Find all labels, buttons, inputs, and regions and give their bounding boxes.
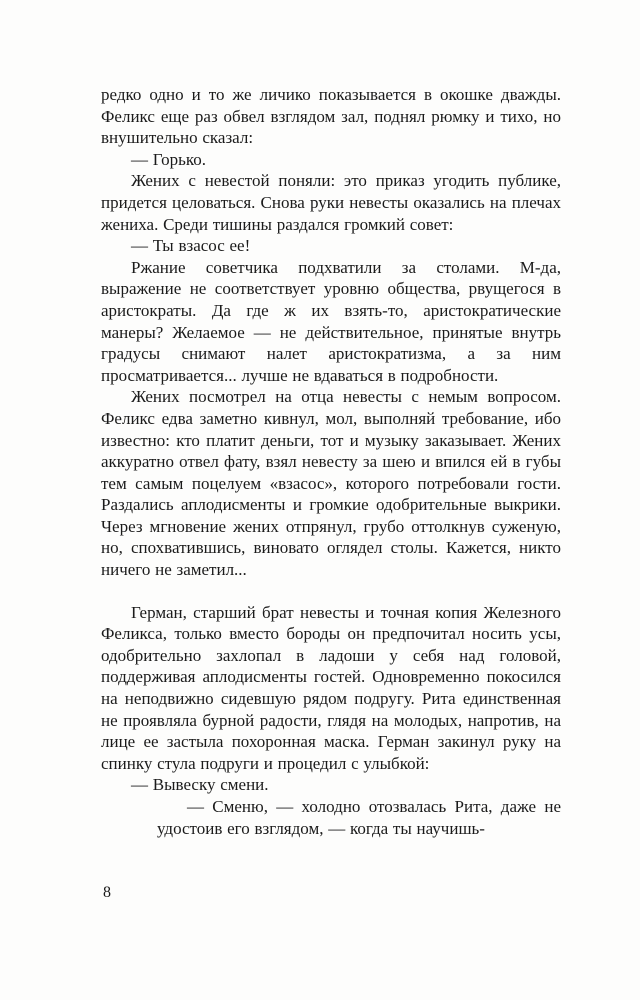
paragraph: Ржание советчика подхватили за столами. М-да, выражение не соответствует уровню общества, рвущегося в аристократы. Да где ж их взять-то, аристократические манеры? Желаемое — не действительное, принятые внутрь градусы снимают налет аристократизма, а за ним просматривается... лучше не вдаваться в подробности. (101, 257, 561, 385)
paragraph: Жених посмотрел на отца невесты с немым вопросом. Феликс едва заметно кивнул, мол, выполняй требование, ибо известно: кто платит деньги, тот и музыку заказывает. Жених аккуратно отвел фату, взял невесту за шею и впился ей в губы тем самым поцелуем «взасос», которого потребовали гости. Раздались аплодисменты и громкие одобрительные выкрики. Через мгновение жених отпрянул, грубо оттолкнув суженую, но, спохватившись, виновато оглядел столы. Кажется, никто ничего не заметил... (101, 387, 561, 580)
dialogue-line: — Ты взасос ее! (131, 236, 251, 256)
dialogue-line: — Вывеску смени. (131, 775, 269, 795)
dialogue-line: — Горько. (131, 149, 206, 169)
paragraph-new-section: Герман, старший брат невесты и точная копия Железного Феликса, только вместо бороды он предпочитал носить усы, одобрительно захлопал в ладоши у себя над головой, поддерживая аплодисменты гостей. Одновременно покосился на неподвижно сидевшую рядом подругу. Рита единственная не проявляла бурной радости, глядя на молодых, напротив, на лице ее застыла похоронная маска. Герман закинул руку на спинку стула подруги и процедил с улыбкой: (101, 602, 561, 773)
paragraph: Жених с невестой поняли: это приказ угодить публике, придется целоваться. Снова руки невесты оказались на плечах жениха. Среди тишины раздался громкий совет: (101, 171, 561, 234)
dialogue-line-indented: — Сменю, — холодно отозвалась Рита, даже не удостоив его взглядом, — когда ты научишь- (157, 797, 561, 838)
text-block (101, 84, 561, 839)
paragraph-continuation: редко одно и то же личико показывается в окошке дважды. Феликс еще раз обвел взглядом зал, поднял рюмку и тихо, но внушительно сказал: (101, 85, 561, 148)
page-number: 8 (103, 884, 111, 901)
